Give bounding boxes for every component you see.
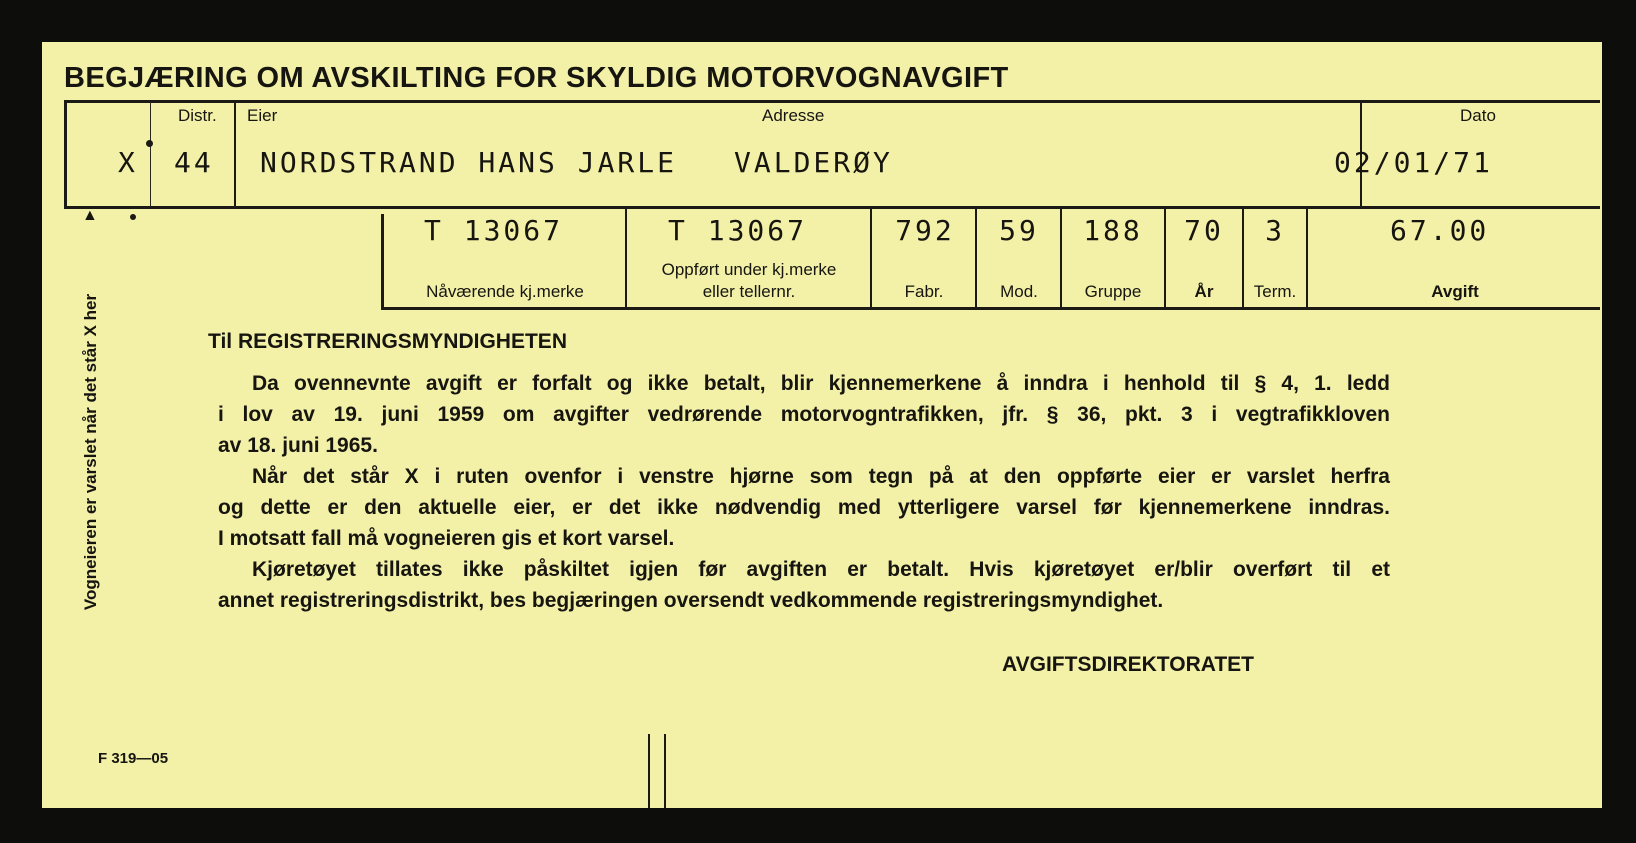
fabr-label: Fabr. [904, 282, 944, 301]
term-label: Term. [1253, 282, 1297, 301]
paragraph-2-line-3: I motsatt fall må vogneieren gis et kort varsel. [218, 527, 675, 550]
notified-dot [146, 140, 153, 147]
distr-value: 44 [174, 146, 214, 179]
fold-mark-left [648, 734, 650, 808]
paragraph-2-line-1: Når det står X i ruten ovenfor i venstre hjørne som tegn på at den oppførte eier er varslet herfra [252, 465, 1390, 488]
ar-value: 70 [1184, 214, 1224, 247]
header-bottom-line [64, 206, 1600, 209]
vehicle-divider-4 [1060, 208, 1062, 307]
gruppe-value: 188 [1083, 214, 1143, 247]
form-title: BEGJÆRING OM AVSKILTING FOR SKYLDIG MOTORVOGNAVGIFT [64, 62, 1009, 94]
form-code: F 319—05 [98, 750, 169, 767]
adresse-label: Adresse [762, 106, 825, 125]
side-arrow-icon: ▲ [82, 207, 98, 224]
address-value: VALDERØY [734, 146, 893, 179]
side-notice-text: Vogneieren er varslet når det står X her [81, 293, 100, 611]
mod-value: 59 [999, 214, 1039, 247]
vehicle-divider-6 [1242, 208, 1244, 307]
vehicle-divider-7 [1306, 208, 1308, 307]
mod-label: Mod. [1000, 282, 1038, 301]
vehicle-divider-3 [975, 208, 977, 307]
fabr-value: 792 [895, 214, 955, 247]
paragraph-1-line-1: Da ovennevnte avgift er forfalt og ikke betalt, blir kjennemerkene å inndra i henhold til § 4, 1. ledd [252, 372, 1390, 395]
vehicle-divider-1 [625, 208, 627, 307]
paragraph-3-line-2: annet registreringsdistrikt, bes begjæringen oversendt vedkommende registreringsmyndighet. [218, 589, 1164, 612]
paragraph-2-line-2: og dette er den aktuelle eier, er det ikke nødvendig med ytterligere varsel før kjennemerkene inndras. [218, 496, 1390, 519]
avgift-value: 67.00 [1390, 214, 1490, 247]
listed-plate-label-2: eller tellernr. [702, 282, 796, 301]
header-divider-mark [150, 102, 151, 206]
stray-dot [130, 214, 136, 220]
avgift-label: Avgift [1431, 282, 1479, 301]
dato-label: Dato [1460, 106, 1496, 125]
header-top-line [64, 100, 1600, 103]
vehicle-left-border [381, 214, 384, 309]
current-plate-label: Nåværende kj.merke [426, 282, 584, 301]
tax-form-card [42, 42, 1602, 808]
signature: AVGIFTSDIREKTORATET [1002, 653, 1254, 676]
header-divider-distr [234, 102, 236, 206]
notified-mark: X [118, 146, 138, 179]
eier-label: Eier [247, 106, 278, 125]
fold-mark-right [664, 734, 666, 808]
body-heading: Til REGISTRERINGSMYNDIGHETEN [208, 330, 567, 353]
distr-label: Distr. [178, 106, 217, 125]
date-value: 02/01/71 [1334, 146, 1493, 179]
paragraph-1-line-2: i lov av 19. juni 1959 om avgifter vedrørende motorvogntrafikken, jfr. § 36, pkt. 3 i vegtrafikkloven [218, 403, 1390, 426]
listed-plate-label-1: Oppført under kj.merke [661, 260, 837, 279]
paragraph-3-line-1: Kjøretøyet tillates ikke påskiltet igjen før avgiften er betalt. Hvis kjøretøyet er/blir overført til et [252, 558, 1390, 581]
vehicle-divider-2 [870, 208, 872, 307]
owner-value: NORDSTRAND HANS JARLE [260, 146, 678, 179]
current-plate-value: T 13067 [424, 214, 564, 247]
term-value: 3 [1265, 214, 1285, 247]
vehicle-bottom-line [381, 307, 1600, 310]
paragraph-1-line-3: av 18. juni 1965. [218, 434, 378, 457]
vehicle-divider-5 [1164, 208, 1166, 307]
listed-plate-value: T 13067 [668, 214, 808, 247]
ar-label: År [1194, 282, 1214, 301]
header-left-border [64, 100, 67, 209]
gruppe-label: Gruppe [1084, 282, 1142, 301]
